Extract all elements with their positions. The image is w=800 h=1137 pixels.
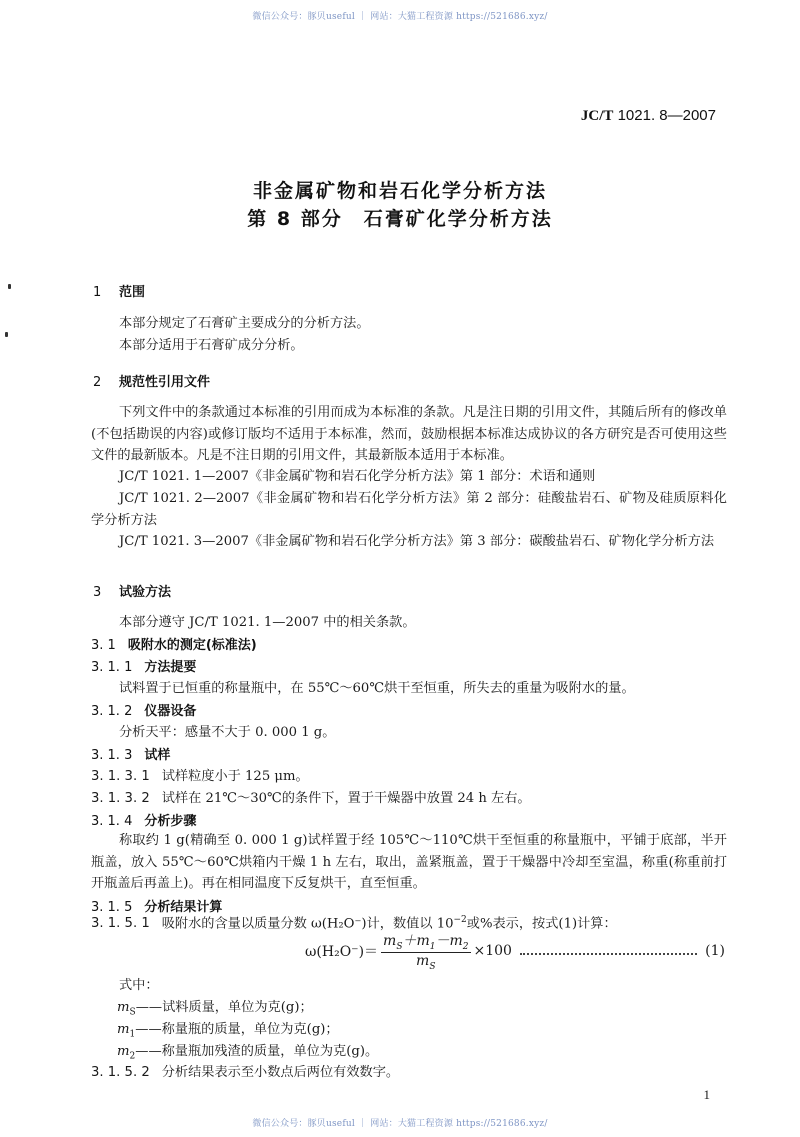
instrument-text: 分析天平：感量不大于 0. 000 1 g。 [119, 725, 336, 740]
standard-code: 1021. 8—2007 [613, 107, 716, 124]
section-title: 试验方法 [119, 585, 172, 600]
section-number: 3. 1 [91, 638, 116, 653]
formula-denominator: $m_S$ [416, 952, 436, 972]
sample-item-1 [91, 766, 309, 787]
section-title: 分析步骤 [144, 814, 197, 829]
normative-intro: 下列文件中的条款通过本标准的引用而成为本标准的条款。凡是注日期的引用文件，其随后所有的修改单(不包括勘误的内容)或修订版均不适用于本标准，然而，鼓励根据本标准达成协议的各方研究是否可使用这些文件的最新版本。凡是不注日期的引用文件，其最新版本适用于本标准。 [91, 405, 727, 463]
section-1-heading [93, 281, 145, 300]
title-line-2: 第 8 部分 石膏矿化学分析方法 [247, 208, 553, 230]
scope-line-2: 本部分适用于石膏矿成分分析。 [119, 338, 304, 353]
variable-subscript: 2 [129, 1051, 136, 1062]
section-2-heading [93, 371, 210, 390]
watermark-bottom: 微信公众号：豚贝useful ｜ 网站：大猫工程资源 https://521686.xyz/ [252, 1119, 548, 1129]
clause-text: 或%表示，按式(1)计算： [466, 916, 617, 932]
standard-prefix: JC/T [580, 108, 614, 124]
test-method-intro: 本部分遵守 JC/T 1021. 1—2007 中的相关条款。 [119, 615, 416, 630]
formula-leader-dots [520, 947, 697, 955]
formula-numerator: $m_S+m_1-m_2$ [381, 930, 470, 953]
section-number: 3. 1. 2 [91, 704, 133, 719]
section-title: 仪器设备 [144, 704, 197, 719]
section-title: 方法提要 [144, 660, 197, 675]
section-title: 规范性引用文件 [119, 375, 211, 390]
clause-text: 吸附水的含量以质量分数 ω(H₂O⁻)计，数值以 10 [161, 916, 454, 932]
exponent: −2 [453, 915, 467, 925]
clause-number: 3. 1. 5. 1 [91, 916, 150, 932]
clause-text: 分析结果表示至小数点后两位有效数字。 [161, 1065, 400, 1080]
section-3-1-heading [91, 634, 257, 653]
reference-2: JC/T 1021. 2—2007《非金属矿物和岩石化学分析方法》第 2 部分：硅酸盐岩石、矿物及硅质原料化学分析方法 [91, 491, 727, 528]
formula-number: (1) [705, 942, 725, 959]
variable-symbol: m [117, 1022, 130, 1037]
formula-lhs: ω(H₂O⁻)＝ [305, 943, 379, 960]
standard-number [581, 107, 716, 125]
clause-text: 试样在 21℃～30℃的条件下，置于干燥器中放置 24 h 左右。 [161, 791, 531, 806]
section-title: 分析结果计算 [144, 900, 223, 915]
formula-rhs: ×100 [473, 942, 512, 959]
section-3-1-2-heading [91, 700, 196, 719]
section-3-1-1-heading [91, 656, 196, 675]
calc-item-2 [91, 1062, 399, 1083]
method-summary-text: 试料置于已恒重的称量瓶中，在 55℃～60℃烘干至恒重，所失去的重量为吸附水的量。 [119, 681, 635, 696]
variable-description: ——称量瓶加残渣的质量，单位为克(g)。 [135, 1044, 379, 1059]
variable-subscript: 1 [129, 1029, 136, 1040]
scan-mark [5, 332, 8, 337]
scope-line-1: 本部分规定了石膏矿主要成分的分析方法。 [119, 316, 370, 331]
clause-text: 试样粒度小于 125 μm。 [161, 769, 309, 784]
variable-symbol: m [117, 1000, 130, 1015]
section-number: 1 [93, 285, 102, 300]
reference-3: JC/T 1021. 3—2007《非金属矿物和岩石化学分析方法》第 3 部分：碳酸盐岩石、矿物化学分析方法 [119, 534, 715, 549]
section-title: 试样 [144, 748, 171, 763]
clause-number: 3. 1. 3. 2 [91, 791, 150, 806]
title-line-1: 非金属矿物和岩石化学分析方法 [252, 180, 547, 202]
reference-1: JC/T 1021. 1—2007《非金属矿物和岩石化学分析方法》第 1 部分：术语和通则 [119, 469, 596, 484]
section-3-1-3-heading [91, 744, 170, 763]
procedure-text: 称取约 1 g(精确至 0. 000 1 g)试样置于经 105℃～110℃烘干至恒重的称量瓶中，平铺于底部，半开瓶盖，放入 55℃～60℃烘箱内干燥 1 h 左右，取出，盖紧瓶盖，置于干燥器中冷却至室温，称重(称重前打开瓶盖后再盖上)。再在相同温度下反复烘干，直至恒重。 [91, 833, 727, 891]
section-number: 3. 1. 3 [91, 748, 133, 763]
section-number: 3. 1. 5 [91, 900, 133, 915]
clause-number: 3. 1. 3. 1 [91, 769, 150, 784]
section-number: 3. 1. 1 [91, 660, 133, 675]
section-number: 3. 1. 4 [91, 814, 133, 829]
variable-subscript: S [129, 1007, 136, 1018]
variable-description: ——试料质量，单位为克(g)； [135, 1000, 313, 1015]
formula-fraction [381, 930, 470, 972]
watermark-top: 微信公众号：豚贝useful ｜ 网站：大猫工程资源 https://521686.xyz/ [252, 12, 548, 22]
section-3-1-4-heading [91, 810, 196, 829]
where-label: 式中： [119, 978, 159, 993]
section-number: 2 [93, 375, 102, 390]
formula-1 [305, 930, 725, 972]
scan-mark [8, 284, 11, 289]
section-title: 范围 [119, 285, 146, 300]
section-3-heading [93, 581, 171, 600]
sample-item-2 [91, 788, 531, 809]
variable-symbol: m [117, 1044, 130, 1059]
section-title: 吸附水的测定(标准法) [127, 638, 257, 653]
variable-description: ——称量瓶的质量，单位为克(g)； [135, 1022, 339, 1037]
clause-number: 3. 1. 5. 2 [91, 1065, 150, 1080]
section-number: 3 [93, 585, 102, 600]
page-number: 1 [703, 1087, 710, 1102]
